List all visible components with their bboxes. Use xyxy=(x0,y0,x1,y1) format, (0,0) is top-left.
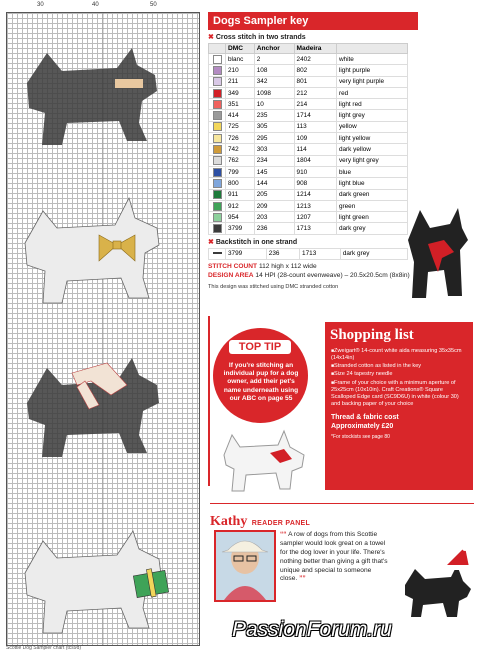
color-swatch-icon xyxy=(209,212,226,223)
key-header-madeira: Madeira xyxy=(294,44,336,54)
key-header-dmc: DMC xyxy=(226,44,255,54)
scottie-dog-dark-1 xyxy=(27,48,157,145)
key-madeira: 2402 xyxy=(294,54,336,65)
key-dmc: 800 xyxy=(226,178,255,189)
key-dmc: 414 xyxy=(226,110,255,121)
key-anchor: 209 xyxy=(254,200,294,211)
quote-open-mark: ““ xyxy=(280,531,287,538)
top-tip-title: TOP TIP xyxy=(229,340,291,354)
table-row xyxy=(209,110,408,121)
reader-panel-heading xyxy=(210,512,310,530)
key-anchor: 203 xyxy=(254,212,294,223)
key-anchor: 236 xyxy=(254,223,294,234)
key-madeira: 1207 xyxy=(294,212,336,223)
key-color-name: light purple xyxy=(336,65,407,76)
key-table xyxy=(208,43,408,235)
key-dmc: 762 xyxy=(226,155,255,166)
color-swatch-icon xyxy=(209,223,226,234)
color-swatch-icon xyxy=(209,189,226,200)
key-color-name: light green xyxy=(336,212,407,223)
key-dmc: 725 xyxy=(226,121,255,132)
chart-drawing xyxy=(7,13,199,645)
color-swatch-icon xyxy=(209,144,226,155)
key-madeira: 802 xyxy=(294,65,336,76)
table-row xyxy=(209,133,408,144)
table-row xyxy=(209,189,408,200)
key-color-name: white xyxy=(336,54,407,65)
table-row xyxy=(209,155,408,166)
color-swatch-icon xyxy=(209,54,226,65)
table-row xyxy=(209,99,408,110)
ruler-50: 50 xyxy=(150,2,157,8)
key-dmc: 742 xyxy=(226,144,255,155)
section-backstitch: ✖ Backstitch in one strand xyxy=(208,238,298,246)
key-madeira: 1804 xyxy=(294,155,336,166)
scottie-dog-photo xyxy=(398,200,472,305)
scottie-dog-white-2 xyxy=(25,198,159,303)
key-anchor: 235 xyxy=(254,110,294,121)
color-swatch-icon xyxy=(209,99,226,110)
key-title: Dogs Sampler key xyxy=(208,12,418,30)
watermark: PassionForum.ru xyxy=(232,618,392,641)
color-swatch-icon xyxy=(209,166,226,177)
panel-quote xyxy=(280,531,390,584)
color-swatch-icon xyxy=(209,110,226,121)
section-cross-stitch: ✖ Cross stitch in two strands xyxy=(208,34,306,41)
table-row xyxy=(209,76,408,87)
top-tip-text: If you're stitching an individual pup for a dog owner, add their pet's name underneath using our ABC on page 55 xyxy=(223,362,299,402)
key-color-name: light blue xyxy=(336,178,407,189)
key-dmc: 726 xyxy=(226,133,255,144)
list-item: ■ Size 24 tapestry needle xyxy=(331,371,469,378)
key-color-name: light yellow xyxy=(336,133,407,144)
key-dmc: blanc xyxy=(226,54,255,65)
key-anchor: 295 xyxy=(254,133,294,144)
key-anchor: 1098 xyxy=(254,87,294,98)
key-color-name: light grey xyxy=(336,110,407,121)
key-color-name: dark green xyxy=(336,189,407,200)
key-table-header xyxy=(209,44,408,54)
section-cross-stitch-label: Cross stitch in two strands xyxy=(215,34,306,41)
stitch-count: 112 high x 112 wide xyxy=(258,263,317,271)
key-madeira: 212 xyxy=(294,87,336,98)
kathy-photo xyxy=(214,530,276,602)
backstitch-line-icon xyxy=(209,248,226,259)
cost-label: Thread & fabric cost xyxy=(331,414,399,422)
key-color-name: light red xyxy=(336,99,407,110)
key-dmc: 912 xyxy=(226,200,255,211)
chart-caption: Scottie Dog Sampler chart (tcs9d) xyxy=(6,645,82,651)
color-swatch-icon xyxy=(209,200,226,211)
key-anchor: 342 xyxy=(254,76,294,87)
key-dmc: 349 xyxy=(226,87,255,98)
list-item: ■ Stranded cotton as listed in the key xyxy=(331,363,469,370)
key-header-symbol xyxy=(209,44,226,54)
key-anchor: 303 xyxy=(254,144,294,155)
accent-divider-vertical xyxy=(208,316,210,486)
color-swatch-icon xyxy=(209,121,226,132)
stockists-note: *For stockists see page 80 xyxy=(331,434,390,441)
cost-value: Approximately £20 xyxy=(331,423,394,431)
backstitch-madeira: 1713 xyxy=(300,248,341,259)
key-color-name: red xyxy=(336,87,407,98)
table-row xyxy=(209,65,408,76)
table-row xyxy=(209,212,408,223)
color-swatch-icon xyxy=(209,155,226,166)
key-madeira: 801 xyxy=(294,76,336,87)
key-madeira: 113 xyxy=(294,121,336,132)
color-swatch-icon xyxy=(209,178,226,189)
ruler-40: 40 xyxy=(92,2,99,8)
panel-name: Kathy xyxy=(210,514,248,529)
color-swatch-icon xyxy=(209,87,226,98)
table-row xyxy=(209,121,408,132)
key-madeira: 1213 xyxy=(294,200,336,211)
table-row xyxy=(209,248,408,259)
key-anchor: 205 xyxy=(254,189,294,200)
color-swatch-icon xyxy=(209,65,226,76)
key-dmc: 911 xyxy=(226,189,255,200)
ruler-30: 30 xyxy=(37,2,44,8)
backstitch-name: dark grey xyxy=(340,248,407,259)
key-color-name: dark grey xyxy=(336,223,407,234)
collar-1 xyxy=(115,79,143,88)
cross-stitch-chart xyxy=(6,12,200,646)
design-area: 14 HPI (28-count evenweave) – 20.5x20.5cm (8x8in) xyxy=(255,271,410,279)
key-madeira: 1713 xyxy=(294,223,336,234)
key-anchor: 234 xyxy=(254,155,294,166)
backstitch-dmc: 3799 xyxy=(226,248,267,259)
key-anchor: 2 xyxy=(254,54,294,65)
key-color-name: yellow xyxy=(336,121,407,132)
color-swatch-icon xyxy=(209,76,226,87)
key-table-body xyxy=(209,54,408,235)
white-dog-photo xyxy=(218,425,310,495)
key-dmc: 799 xyxy=(226,166,255,177)
key-madeira: 109 xyxy=(294,133,336,144)
list-item: ■ Frame of your choice with a minimum aperture of 25x25cm (10x10in). Craft Creations® Square Scalloped Edge card (SC9D6U) in white (colour 30) and backing paper of your choice xyxy=(331,380,469,409)
key-anchor: 108 xyxy=(254,65,294,76)
table-row xyxy=(209,166,408,177)
key-dmc: 210 xyxy=(226,65,255,76)
table-row xyxy=(209,54,408,65)
backstitch-anchor: 236 xyxy=(266,248,299,259)
key-color-name: very light purple xyxy=(336,76,407,87)
cost-block xyxy=(331,413,473,431)
top-tip-badge xyxy=(213,328,308,423)
key-color-name: dark yellow xyxy=(336,144,407,155)
table-row xyxy=(209,200,408,211)
table-row xyxy=(209,178,408,189)
santa-scottie-photo xyxy=(395,545,475,620)
design-note: This design was stitched using DMC stranded cotton xyxy=(208,284,339,291)
key-madeira: 908 xyxy=(294,178,336,189)
key-madeira: 114 xyxy=(294,144,336,155)
key-header-anchor: Anchor xyxy=(254,44,294,54)
key-dmc: 211 xyxy=(226,76,255,87)
shopping-list-title: Shopping list xyxy=(330,327,414,343)
table-row xyxy=(209,144,408,155)
stitch-count-label: STITCH COUNT xyxy=(208,263,258,271)
list-item: ■ Zweigart® 14-count white aida measuring 35x35cm (14x14in) xyxy=(331,348,469,362)
key-color-name: blue xyxy=(336,166,407,177)
key-color-name: very light grey xyxy=(336,155,407,166)
section-backstitch-label: Backstitch in one strand xyxy=(215,238,298,246)
panel-label: READER PANEL xyxy=(251,520,311,527)
key-madeira: 214 xyxy=(294,99,336,110)
design-area-label: DESIGN AREA xyxy=(208,271,254,279)
key-madeira: 1714 xyxy=(294,110,336,121)
key-header-name xyxy=(336,44,407,54)
key-dmc: 954 xyxy=(226,212,255,223)
panel-quote-text: A row of dogs from this Scottie sampler would look great on a towel for the dog lover in your life. There's nothing better than giving a gift that's unique and special to someone close. xyxy=(280,531,388,583)
color-swatch-icon xyxy=(209,133,226,144)
shopping-list-box xyxy=(325,322,473,490)
quote-close-mark: ”” xyxy=(299,575,306,583)
key-anchor: 145 xyxy=(254,166,294,177)
key-dmc: 3799 xyxy=(226,223,255,234)
table-row xyxy=(209,223,408,234)
key-madeira: 1214 xyxy=(294,189,336,200)
key-anchor: 305 xyxy=(254,121,294,132)
table-row xyxy=(209,87,408,98)
key-dmc: 351 xyxy=(226,99,255,110)
shopping-list-items xyxy=(325,348,473,408)
backstitch-table xyxy=(208,248,408,260)
key-anchor: 10 xyxy=(254,99,294,110)
person-icon xyxy=(216,532,274,600)
key-madeira: 910 xyxy=(294,166,336,177)
accent-divider xyxy=(210,503,474,504)
key-anchor: 144 xyxy=(254,178,294,189)
key-color-name: green xyxy=(336,200,407,211)
